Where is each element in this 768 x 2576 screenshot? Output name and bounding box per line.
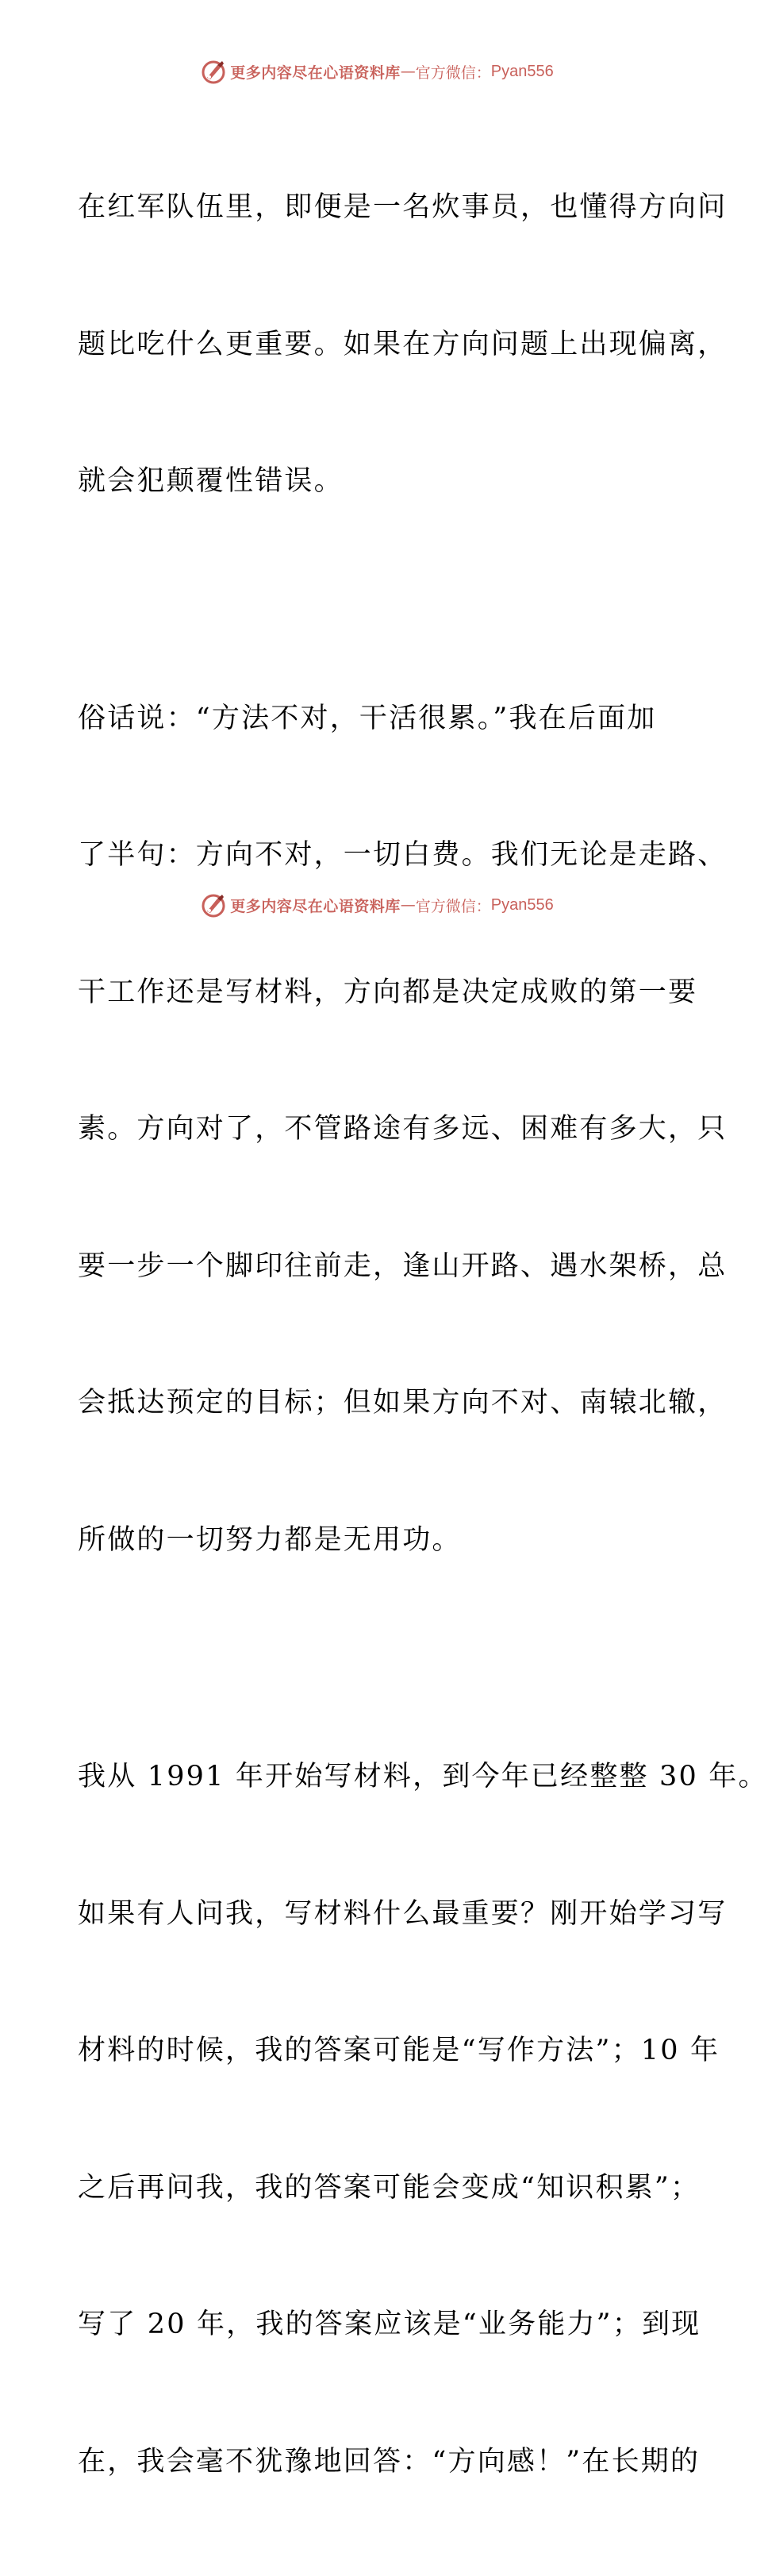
text-line: 就会犯颠覆性错误。 xyxy=(78,465,344,497)
document-body xyxy=(78,94,768,2576)
text-line: 材料的时候，我的答案可能是“写作方法”；10 年 xyxy=(78,2035,720,2066)
footer-banner xyxy=(0,889,754,921)
text-line: 我从 1991 年开始写材料，到今年已经整整 30 年。 xyxy=(78,1761,768,1792)
text-line: 在，我会毫不犹豫地回答：“方向感！”在长期的 xyxy=(78,2445,701,2478)
banner-separator: — xyxy=(400,63,416,80)
paragraph-1 xyxy=(78,94,728,596)
logo-icon xyxy=(200,891,227,918)
text-line: 了半句：方向不对，一切白费。我们无论是走路、 xyxy=(78,839,728,871)
text-line: 俗话说：“方法不对，干活很累。”我在后面加 xyxy=(78,702,657,734)
text-line: 之后再问我，我的答案可能会变成“知识积累”； xyxy=(78,2171,701,2204)
banner-weixin-label: 官方微信： xyxy=(415,897,491,915)
banner-title: 更多内容尽在心语资料库 xyxy=(230,897,401,915)
banner-weixin-label: 官方微信： xyxy=(415,64,491,82)
text-line: 写了 20 年，我的答案应该是“业务能力”；到现 xyxy=(78,2308,701,2340)
banner-separator: — xyxy=(400,896,416,914)
paragraph-2 xyxy=(78,605,728,1655)
text-line: 所做的一切努力都是无用功。 xyxy=(78,1523,462,1556)
text-line: 如果有人问我，写材料什么最重要？刚开始学习写 xyxy=(78,1897,728,1930)
text-line: 素。方向对了，不管路途有多远、困难有多大，只 xyxy=(78,1113,728,1145)
header-banner xyxy=(0,56,754,87)
logo-icon xyxy=(200,58,227,85)
banner-weixin-id: Pyan556 xyxy=(490,895,554,914)
text-line: 在红军队伍里，即便是一名炊事员，也懂得方向问 xyxy=(78,191,728,223)
banner-weixin-id: Pyan556 xyxy=(490,62,554,80)
text-line: 会抵达预定的目标；但如果方向不对、南辕北辙， xyxy=(78,1387,728,1419)
paragraph-3 xyxy=(78,1663,768,2576)
banner-title: 更多内容尽在心语资料库 xyxy=(230,64,401,82)
text-line: 干工作还是写材料，方向都是决定成败的第一要 xyxy=(78,976,698,1008)
text-line: 要一步一个脚印往前走，逢山开路、遇水架桥，总 xyxy=(78,1249,728,1282)
text-line: 题比吃什么更重要。如果在方向问题上出现偏离， xyxy=(78,328,728,360)
